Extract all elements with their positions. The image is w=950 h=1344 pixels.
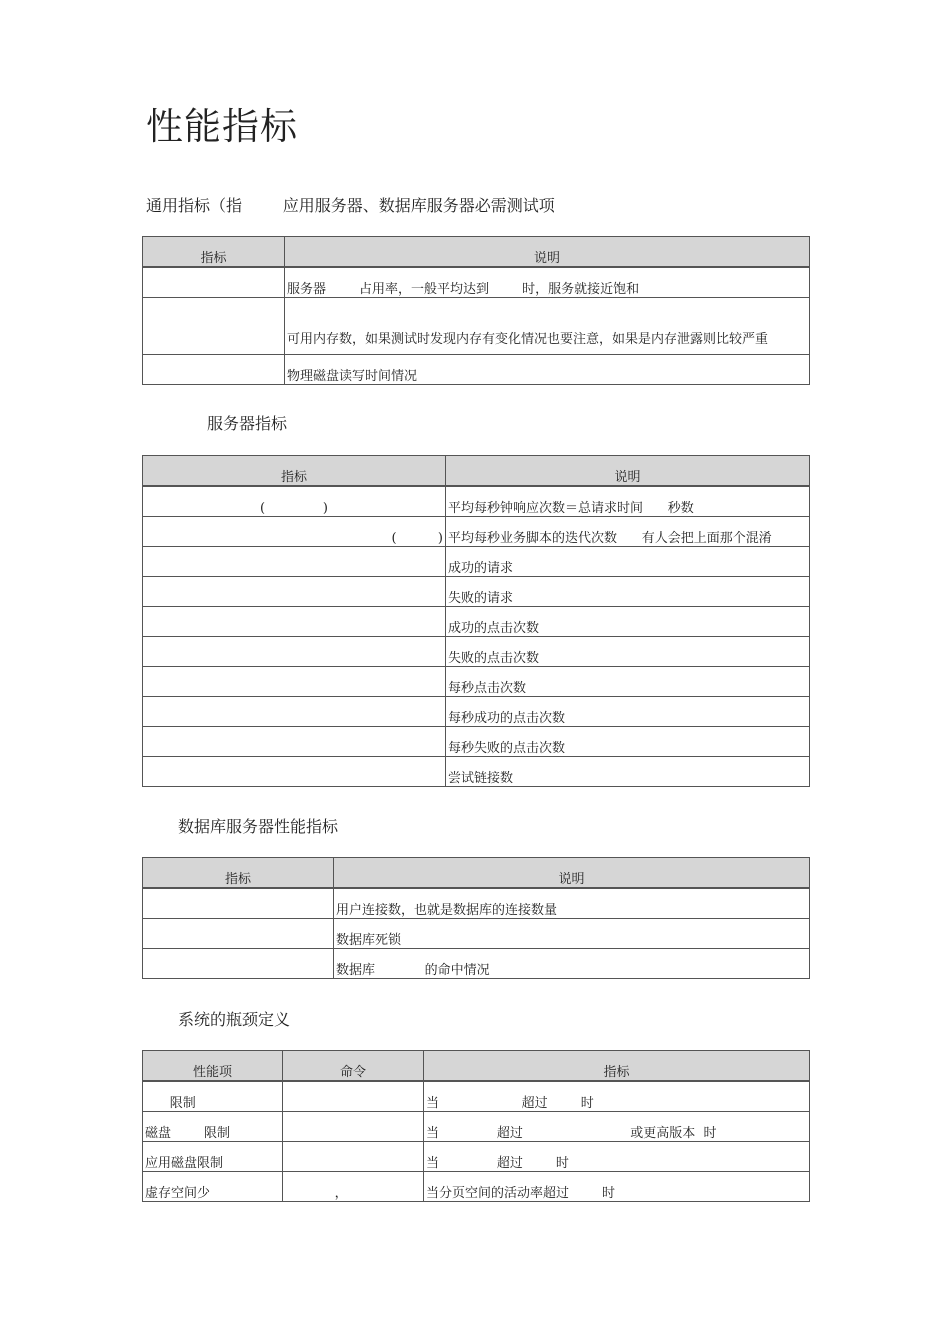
header-metric: 指标 bbox=[143, 858, 334, 889]
table-header-row bbox=[143, 858, 810, 889]
description-cell: 每秒成功的点击次数 bbox=[446, 697, 810, 727]
table-row bbox=[143, 949, 810, 979]
metric-cell bbox=[143, 667, 446, 697]
header-command: 命令 bbox=[283, 1051, 424, 1082]
metric-cell bbox=[143, 267, 285, 298]
section-general-title: 通用指标（指 应用服务器、数据库服务器必需测试项 bbox=[146, 196, 555, 215]
table-row bbox=[143, 607, 810, 637]
description-cell: 每秒失败的点击次数 bbox=[446, 727, 810, 757]
description-cell: 用户连接数，也就是数据库的连接数量 bbox=[334, 888, 810, 919]
header-metric: 指标 bbox=[424, 1051, 810, 1082]
table-row bbox=[143, 577, 810, 607]
table-row bbox=[143, 919, 810, 949]
metric-cell bbox=[143, 577, 446, 607]
metric-cell: 当 超过 时 bbox=[424, 1142, 810, 1172]
header-description: 说明 bbox=[446, 456, 810, 487]
description-cell: 失败的点击次数 bbox=[446, 637, 810, 667]
metric-cell bbox=[143, 637, 446, 667]
table-row bbox=[143, 888, 810, 919]
metric-cell bbox=[143, 757, 446, 787]
metric-cell: 当分页空间的活动率超过 时 bbox=[424, 1172, 810, 1202]
description-cell: 平均每秒钟响应次数＝总请求时间 秒数 bbox=[446, 486, 810, 517]
table-row bbox=[143, 1081, 810, 1112]
metric-cell bbox=[143, 919, 334, 949]
section-server-title: 服务器指标 bbox=[207, 414, 288, 433]
table-row bbox=[143, 547, 810, 577]
table-row bbox=[143, 517, 810, 547]
metric-cell bbox=[143, 355, 285, 385]
table-row bbox=[143, 1172, 810, 1202]
metric-cell: 当 超过 时 bbox=[424, 1081, 810, 1112]
description-cell: 平均每秒业务脚本的迭代次数 有人会把上面那个混淆 bbox=[446, 517, 810, 547]
metric-cell bbox=[143, 727, 446, 757]
table-header-row bbox=[143, 1051, 810, 1082]
general-metrics-table bbox=[142, 236, 810, 385]
item-cell: 虚存空间少 bbox=[143, 1172, 283, 1202]
metric-cell bbox=[143, 697, 446, 727]
description-cell: 成功的点击次数 bbox=[446, 607, 810, 637]
description-cell: 成功的请求 bbox=[446, 547, 810, 577]
item-cell: 磁盘 限制 bbox=[143, 1112, 283, 1142]
table-header-row bbox=[143, 456, 810, 487]
table-row bbox=[143, 727, 810, 757]
command-cell bbox=[283, 1081, 424, 1112]
header-description: 说明 bbox=[285, 237, 810, 268]
table-row bbox=[143, 637, 810, 667]
item-cell: 应用磁盘限制 bbox=[143, 1142, 283, 1172]
command-cell bbox=[283, 1142, 424, 1172]
header-performance-item: 性能项 bbox=[143, 1051, 283, 1082]
section-database-title: 数据库服务器性能指标 bbox=[178, 817, 339, 836]
description-cell: 尝试链接数 bbox=[446, 757, 810, 787]
item-cell: 限制 bbox=[143, 1081, 283, 1112]
metric-cell bbox=[143, 888, 334, 919]
metric-cell bbox=[143, 607, 446, 637]
database-metrics-table bbox=[142, 857, 810, 979]
description-cell: 失败的请求 bbox=[446, 577, 810, 607]
table-row bbox=[143, 1112, 810, 1142]
metric-cell bbox=[143, 949, 334, 979]
header-description: 说明 bbox=[334, 858, 810, 889]
command-cell: ， bbox=[283, 1172, 424, 1202]
table-row bbox=[143, 757, 810, 787]
description-cell: 物理磁盘读写时间情况 bbox=[285, 355, 810, 385]
description-cell: 可用内存数，如果测试时发现内存有变化情况也要注意，如果是内存泄露则比较严重 bbox=[285, 298, 810, 355]
metric-cell: ( ) bbox=[143, 486, 446, 517]
command-cell bbox=[283, 1112, 424, 1142]
description-cell: 服务器 占用率，一般平均达到 时，服务就接近饱和 bbox=[285, 267, 810, 298]
table-row bbox=[143, 1142, 810, 1172]
metric-cell bbox=[143, 298, 285, 355]
server-metrics-table bbox=[142, 455, 810, 787]
section-bottleneck-title: 系统的瓶颈定义 bbox=[178, 1010, 291, 1029]
table-row bbox=[143, 355, 810, 385]
page-title: 性能指标 bbox=[146, 105, 298, 148]
header-metric: 指标 bbox=[143, 456, 446, 487]
metric-cell: 当 超过 或更高版本 时 bbox=[424, 1112, 810, 1142]
header-metric: 指标 bbox=[143, 237, 285, 268]
table-row bbox=[143, 697, 810, 727]
description-cell: 每秒点击次数 bbox=[446, 667, 810, 697]
table-row bbox=[143, 267, 810, 298]
table-row bbox=[143, 667, 810, 697]
metric-cell bbox=[143, 547, 446, 577]
description-cell: 数据库死锁 bbox=[334, 919, 810, 949]
table-header-row bbox=[143, 237, 810, 268]
table-row bbox=[143, 298, 810, 355]
description-cell: 数据库 的命中情况 bbox=[334, 949, 810, 979]
bottleneck-table bbox=[142, 1050, 810, 1202]
table-row bbox=[143, 486, 810, 517]
metric-cell: ( ) bbox=[143, 517, 446, 547]
